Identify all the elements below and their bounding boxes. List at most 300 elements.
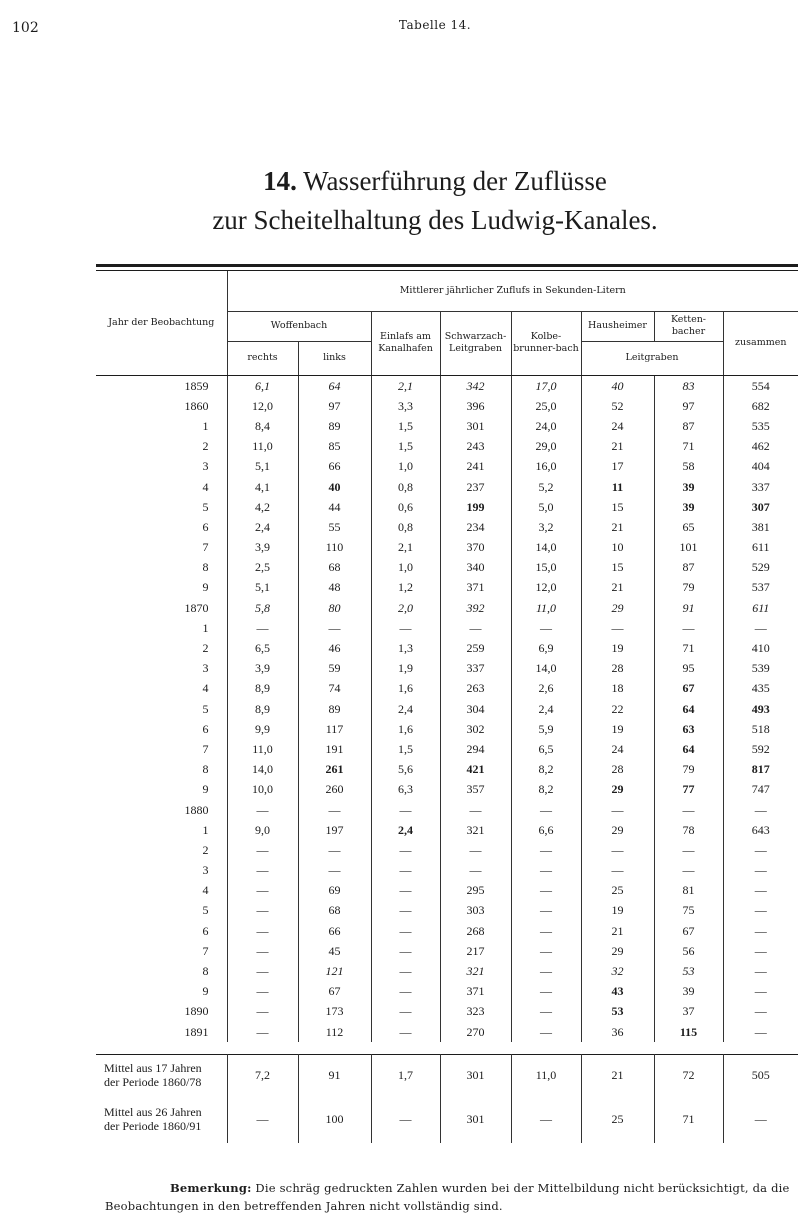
table-row: [96, 739, 798, 759]
table-cell: —: [227, 840, 298, 860]
table-cell: 370: [440, 538, 511, 558]
table-cell: —: [298, 840, 371, 860]
table-cell: 8,2: [511, 780, 581, 800]
table-cell: —: [371, 901, 440, 921]
table-cell: —: [723, 921, 798, 941]
table-cell: 14,0: [511, 538, 581, 558]
row-year: 8: [202, 560, 209, 575]
mean-label: [96, 1055, 227, 1096]
table-cell: —: [511, 961, 581, 981]
mean-cell: —: [511, 1095, 581, 1143]
table-row: [96, 538, 798, 558]
header-hausheimer: Hausheimer: [581, 311, 654, 341]
table-row: [96, 820, 798, 840]
table-cell: 39: [654, 477, 723, 497]
table-cell: 6,1: [227, 376, 298, 396]
table-cell: 535: [723, 416, 798, 436]
table-cell: 3,2: [511, 517, 581, 537]
table-cell: 15: [581, 497, 654, 517]
table-cell: 2,5: [227, 558, 298, 578]
table-cell: —: [371, 840, 440, 860]
row-year: 1: [202, 418, 209, 433]
table-cell: 8,2: [511, 760, 581, 780]
row-year: 4: [202, 883, 209, 898]
table-row: [96, 396, 798, 416]
table-cell: 29: [581, 598, 654, 618]
table-cell: 117: [298, 719, 371, 739]
table-cell: 11: [581, 477, 654, 497]
table-cell: 2,1: [371, 376, 440, 396]
table-cell: 97: [654, 396, 723, 416]
table-cell: 263: [440, 679, 511, 699]
table-row: [96, 982, 798, 1002]
table-cell: 2,4: [371, 820, 440, 840]
table-cell: 217: [440, 941, 511, 961]
table-cell: —: [371, 921, 440, 941]
table-cell: 12,0: [511, 578, 581, 598]
table-cell: 5,8: [227, 598, 298, 618]
table-cell: 1,9: [371, 659, 440, 679]
table-cell: 237: [440, 477, 511, 497]
table-cell: 0,8: [371, 477, 440, 497]
table-cell: —: [581, 800, 654, 820]
table-cell: 323: [440, 1002, 511, 1022]
table-cell: 5,9: [511, 719, 581, 739]
table-cell: 304: [440, 699, 511, 719]
row-year: 7: [202, 741, 209, 756]
table-cell: 493: [723, 699, 798, 719]
mean-cell: 505: [723, 1055, 798, 1096]
table-cell: —: [654, 618, 723, 638]
table-cell: 611: [723, 538, 798, 558]
table-cell: 357: [440, 780, 511, 800]
row-year: 2: [202, 641, 209, 656]
table-cell: 817: [723, 760, 798, 780]
table-cell: 83: [654, 376, 723, 396]
row-year: 1870: [184, 600, 209, 615]
table-header: [96, 271, 798, 376]
table-cell: 11,0: [227, 437, 298, 457]
table-cell: 234: [440, 517, 511, 537]
table-cell: 197: [298, 820, 371, 840]
table-cell: 65: [654, 517, 723, 537]
mean-cell: 301: [440, 1055, 511, 1096]
table-cell: —: [371, 1022, 440, 1042]
table-cell: 611: [723, 598, 798, 618]
table-cell: —: [227, 618, 298, 638]
table-cell: —: [298, 618, 371, 638]
table-cell: —: [511, 921, 581, 941]
table-cell: —: [511, 618, 581, 638]
table-cell: 12,0: [227, 396, 298, 416]
table-cell: —: [227, 982, 298, 1002]
table-cell: 21: [581, 517, 654, 537]
table-cell: 0,8: [371, 517, 440, 537]
table-cell: —: [511, 941, 581, 961]
table-cell: —: [723, 1002, 798, 1022]
table-cell: 342: [440, 376, 511, 396]
table-cell: 295: [440, 881, 511, 901]
table-row: [96, 679, 798, 699]
row-year: 6: [202, 923, 209, 938]
table-cell: 78: [654, 820, 723, 840]
table-cell: 381: [723, 517, 798, 537]
table-cell: 435: [723, 679, 798, 699]
table-cell: 191: [298, 739, 371, 759]
table-cell: 101: [654, 538, 723, 558]
table-cell: 77: [654, 780, 723, 800]
table-cell: 28: [581, 760, 654, 780]
table-cell: —: [227, 961, 298, 981]
table-row: [96, 598, 798, 618]
table-cell: 5,2: [511, 477, 581, 497]
table-cell: 115: [654, 1022, 723, 1042]
mean-row: [96, 1095, 798, 1143]
mean-label-line-1: Mittel aus 26 Jahren: [104, 1105, 202, 1119]
table-cell: —: [581, 618, 654, 638]
table-cell: 199: [440, 497, 511, 517]
title-line-1: Wasserführung der Zuflüsse: [303, 166, 607, 196]
table-cell: 303: [440, 901, 511, 921]
mean-row: [96, 1055, 798, 1096]
table-cell: —: [654, 861, 723, 881]
table-cell: 19: [581, 719, 654, 739]
table-cell: —: [511, 840, 581, 860]
table-cell: 1,5: [371, 437, 440, 457]
table-cell: 121: [298, 961, 371, 981]
table-row: [96, 558, 798, 578]
table-cell: —: [371, 618, 440, 638]
table-cell: 6,5: [511, 739, 581, 759]
table-cell: 37: [654, 1002, 723, 1022]
mean-cell: 91: [298, 1055, 371, 1096]
mean-cell: 72: [654, 1055, 723, 1096]
table-cell: 53: [654, 961, 723, 981]
table-cell: 39: [654, 982, 723, 1002]
table-cell: 3,9: [227, 538, 298, 558]
table-cell: 294: [440, 739, 511, 759]
table-cell: 91: [654, 598, 723, 618]
table-cell: 79: [654, 760, 723, 780]
table-cell: —: [227, 941, 298, 961]
row-year: 6: [202, 721, 209, 736]
table-row: [96, 901, 798, 921]
table-cell: 2,1: [371, 538, 440, 558]
table-cell: 21: [581, 921, 654, 941]
table-cell: 80: [298, 598, 371, 618]
table-cell: 81: [654, 881, 723, 901]
table-cell: 301: [440, 416, 511, 436]
table-cell: 59: [298, 659, 371, 679]
table-cell: 259: [440, 638, 511, 658]
table-row: [96, 760, 798, 780]
table-cell: 45: [298, 941, 371, 961]
table-row: [96, 457, 798, 477]
table-row: [96, 376, 798, 396]
header-woffenbach: Woffenbach: [227, 311, 371, 341]
table-cell: 1,2: [371, 578, 440, 598]
table-cell: 55: [298, 517, 371, 537]
header-kolbe: Kolbe-brunner-bach: [511, 311, 581, 375]
row-year: 1860: [184, 398, 209, 413]
table-cell: 268: [440, 921, 511, 941]
table-row: [96, 638, 798, 658]
table-cell: 1,5: [371, 416, 440, 436]
table-row: [96, 437, 798, 457]
table-cell: 2,4: [511, 699, 581, 719]
table-cell: 462: [723, 437, 798, 457]
table-cell: 3,9: [227, 659, 298, 679]
table-cell: 64: [298, 376, 371, 396]
table-cell: 9,0: [227, 820, 298, 840]
table-cell: 529: [723, 558, 798, 578]
table-cell: —: [723, 800, 798, 820]
table-cell: 19: [581, 638, 654, 658]
table-cell: —: [227, 1022, 298, 1042]
table-cell: —: [654, 840, 723, 860]
table-cell: 24: [581, 416, 654, 436]
table-cell: 66: [298, 921, 371, 941]
table-cell: 67: [654, 921, 723, 941]
table-cell: 340: [440, 558, 511, 578]
mean-cell: 7,2: [227, 1055, 298, 1096]
table-cell: 10: [581, 538, 654, 558]
mean-cell: 1,7: [371, 1055, 440, 1096]
header-leitgraben: Leitgraben: [581, 341, 723, 375]
mean-cell: 71: [654, 1095, 723, 1143]
table-row: [96, 719, 798, 739]
table-cell: 8,9: [227, 679, 298, 699]
table-cell: 48: [298, 578, 371, 598]
table-cell: 25,0: [511, 396, 581, 416]
table-cell: —: [227, 861, 298, 881]
row-year: 1: [202, 822, 209, 837]
table-cell: 6,3: [371, 780, 440, 800]
table-cell: 71: [654, 638, 723, 658]
table-cell: 421: [440, 760, 511, 780]
table-row: [96, 921, 798, 941]
table-cell: 337: [440, 659, 511, 679]
table-cell: —: [511, 881, 581, 901]
mean-cell: 100: [298, 1095, 371, 1143]
table-cell: —: [723, 618, 798, 638]
table-cell: 307: [723, 497, 798, 517]
table-cell: 79: [654, 578, 723, 598]
table-row: [96, 840, 798, 860]
table-cell: 15,0: [511, 558, 581, 578]
table-cell: 1,3: [371, 638, 440, 658]
row-year: 9: [202, 580, 209, 595]
table-cell: —: [511, 901, 581, 921]
table-row: [96, 861, 798, 881]
table-cell: 6,6: [511, 820, 581, 840]
table-cell: 2,4: [227, 517, 298, 537]
mean-cell: —: [227, 1095, 298, 1143]
table-cell: 6,5: [227, 638, 298, 658]
table-cell: —: [227, 1002, 298, 1022]
title-number: 14.: [263, 166, 297, 196]
row-year: 7: [202, 943, 209, 958]
table-cell: —: [723, 941, 798, 961]
row-year: 3: [202, 459, 209, 474]
table-cell: 410: [723, 638, 798, 658]
header-year: Jahr der Beobachtung: [96, 271, 227, 375]
table-cell: 29: [581, 820, 654, 840]
table-cell: 747: [723, 780, 798, 800]
table-cell: 537: [723, 578, 798, 598]
table-cell: —: [371, 861, 440, 881]
table-cell: —: [227, 921, 298, 941]
table-cell: 1,5: [371, 739, 440, 759]
table-cell: 371: [440, 982, 511, 1002]
mean-label-line-1: Mittel aus 17 Jahren: [104, 1061, 202, 1075]
table-cell: 8,9: [227, 699, 298, 719]
table-cell: 243: [440, 437, 511, 457]
row-year: 9: [202, 782, 209, 797]
row-year: 4: [202, 479, 209, 494]
table-cell: 58: [654, 457, 723, 477]
header-einlass: Einlafs am Kanalhafen: [371, 311, 440, 375]
table-cell: —: [371, 961, 440, 981]
table-cell: 64: [654, 699, 723, 719]
data-table: [96, 376, 798, 1042]
table-cell: 17: [581, 457, 654, 477]
table-cell: 5,0: [511, 497, 581, 517]
table-row: [96, 800, 798, 820]
table-cell: 95: [654, 659, 723, 679]
table-cell: 2,4: [371, 699, 440, 719]
mean-cell: —: [723, 1095, 798, 1143]
table-cell: 18: [581, 679, 654, 699]
table-cell: 75: [654, 901, 723, 921]
header-kettenbacher: Ketten-bacher: [654, 311, 723, 341]
table-cell: 5,1: [227, 457, 298, 477]
mean-label-line-2: der Periode 1860/91: [104, 1119, 202, 1133]
table-cell: 260: [298, 780, 371, 800]
table-cell: 29: [581, 780, 654, 800]
table-cell: 518: [723, 719, 798, 739]
table-cell: 21: [581, 437, 654, 457]
table-cell: —: [371, 941, 440, 961]
table-cell: 17,0: [511, 376, 581, 396]
table-cell: —: [511, 982, 581, 1002]
table-cell: 87: [654, 416, 723, 436]
table-cell: 97: [298, 396, 371, 416]
table-cell: 11,0: [511, 598, 581, 618]
row-year: 9: [202, 984, 209, 999]
table-row: [96, 961, 798, 981]
table-cell: 682: [723, 396, 798, 416]
mean-cell: 301: [440, 1095, 511, 1143]
table-cell: —: [723, 881, 798, 901]
table-row: [96, 1002, 798, 1022]
table-cell: 68: [298, 558, 371, 578]
table-cell: 74: [298, 679, 371, 699]
table-cell: 173: [298, 1002, 371, 1022]
table-cell: —: [581, 861, 654, 881]
table-cell: 29: [581, 941, 654, 961]
row-year: 4: [202, 681, 209, 696]
table-cell: 6,9: [511, 638, 581, 658]
mean-table: [96, 1054, 798, 1143]
row-year: 8: [202, 762, 209, 777]
table-cell: 404: [723, 457, 798, 477]
table-cell: —: [371, 881, 440, 901]
table-cell: 89: [298, 699, 371, 719]
table-cell: 10,0: [227, 780, 298, 800]
table-cell: —: [511, 1002, 581, 1022]
table-cell: —: [654, 800, 723, 820]
table-cell: —: [298, 800, 371, 820]
table-cell: 71: [654, 437, 723, 457]
title-line-2: zur Scheitelhaltung des Ludwig-Kanales.: [212, 205, 658, 235]
table-row: [96, 416, 798, 436]
table-row: [96, 780, 798, 800]
table-cell: 25: [581, 881, 654, 901]
table-cell: 2,6: [511, 679, 581, 699]
table-cell: —: [440, 800, 511, 820]
table-cell: 321: [440, 961, 511, 981]
table-cell: 9,9: [227, 719, 298, 739]
table-cell: —: [371, 800, 440, 820]
table-cell: —: [298, 861, 371, 881]
mean-label: [96, 1095, 227, 1143]
table-cell: 24,0: [511, 416, 581, 436]
table-cell: 64: [654, 739, 723, 759]
row-year: 5: [202, 903, 209, 918]
table-cell: 302: [440, 719, 511, 739]
remark-lead: Bemerkung:: [170, 1181, 252, 1195]
table-cell: 66: [298, 457, 371, 477]
table-cell: 321: [440, 820, 511, 840]
table-cell: —: [723, 861, 798, 881]
table-cell: 39: [654, 497, 723, 517]
row-year: 5: [202, 499, 209, 514]
header-top-span: Mittlerer jährlicher Zuflufs in Sekunden-Litern: [227, 271, 798, 311]
table-row: [96, 618, 798, 638]
table-row: [96, 517, 798, 537]
table-cell: 270: [440, 1022, 511, 1042]
table-cell: —: [511, 861, 581, 881]
row-year: 1859: [184, 378, 209, 393]
table-row: [96, 659, 798, 679]
remark: [105, 1179, 800, 1215]
row-year: 6: [202, 519, 209, 534]
table-cell: 24: [581, 739, 654, 759]
table-cell: 87: [654, 558, 723, 578]
table-cell: —: [371, 1002, 440, 1022]
table-cell: 14,0: [511, 659, 581, 679]
table-row: [96, 881, 798, 901]
table-cell: 392: [440, 598, 511, 618]
table-cell: 1,6: [371, 719, 440, 739]
table-cell: 29,0: [511, 437, 581, 457]
row-year: 1: [202, 620, 209, 635]
table-top-rule: [96, 264, 798, 267]
table-cell: —: [511, 1022, 581, 1042]
table-cell: 21: [581, 578, 654, 598]
row-year: 5: [202, 701, 209, 716]
table-cell: 0,6: [371, 497, 440, 517]
table-cell: 1,0: [371, 457, 440, 477]
table-cell: 592: [723, 739, 798, 759]
page-title: [0, 162, 800, 240]
mean-cell: 25: [581, 1095, 654, 1143]
row-year: 3: [202, 863, 209, 878]
table-cell: —: [440, 861, 511, 881]
table-cell: 46: [298, 638, 371, 658]
table-cell: 643: [723, 820, 798, 840]
